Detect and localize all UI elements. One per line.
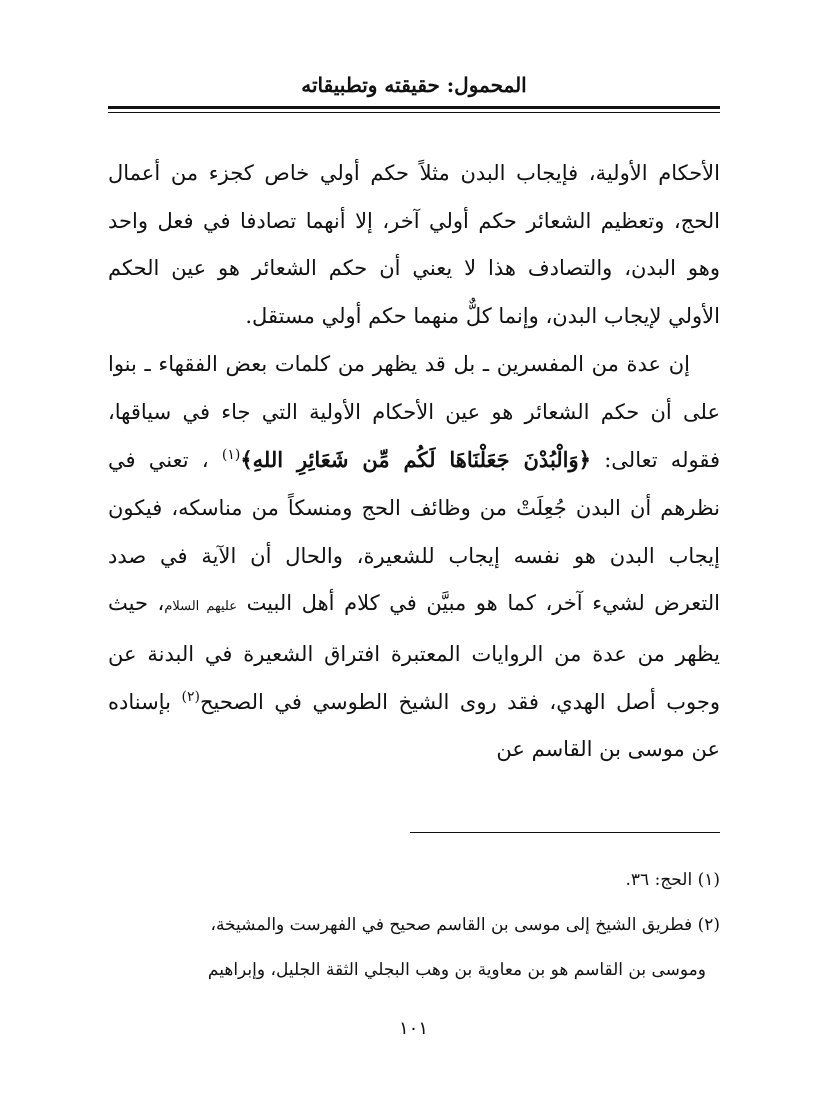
main-text	[108, 150, 720, 774]
header-rule-thin	[108, 112, 720, 113]
footnote-separator	[410, 832, 720, 833]
footnotes	[108, 858, 720, 993]
quran-verse: ﴿وَالْبُدْنَ جَعَلْنَاهَا لَكُم مِّن شَعَائِرِ اللهِ﴾	[240, 447, 591, 473]
honorific-glyph: عليهم السلام	[164, 599, 237, 615]
header-title: المحمول: حقيقته وتطبيقاته	[301, 73, 527, 97]
paragraph-1: الأحكام الأولية، فإيجاب البدن مثلاً حكم أولي خاص كجزء من أعمال الحج، وتعظيم الشعائر حكم أولي آخر، إلا أنهما تصادفا في فعل واحد وهو البدن، والتصادف هذا لا يعني أن حكم الشعائر هو عين الحكم الأولي لإيجاب البدن، وإنما كلٌّ منهما حكم أولي مستقل.	[108, 161, 720, 329]
page-number: ١٠١	[398, 1018, 428, 1039]
footnote-ref-2[interactable]: (٢)	[181, 688, 200, 705]
running-header	[108, 72, 720, 98]
paragraph-2	[108, 341, 720, 774]
paragraph-2-part-a: إن عدة من المفسرين ـ بل قد يظهر من كلمات بعض الفقهاء ـ بنوا على أن حكم الشعائر هو عين الأحكام الأولية التي جاء في سياقها، فقوله تعالى:	[108, 351, 720, 473]
paragraph-2-part-b: ، تعني في نظرهم أن البدن جُعِلَتْ من وظائف الحج ومنسكاً من مناسكه، فيكون إيجاب البدن هو نفسه إيجاب للشعيرة، والحال أن الآية في صدد التعرض لشيء آخر، كما هو مبيَّن في كلام أهل البيت	[108, 448, 720, 616]
paragraph-2-part-c: ، حيث يظهر من عدة من الروايات المعتبرة افتراق الشعيرة في البدنة عن وجوب أصل الهدي، فقد روى الشيخ الطوسي في الصحيح	[108, 591, 720, 714]
header-rule-thick	[108, 106, 720, 109]
footnote-2-line-2: وموسى بن القاسم هو بن معاوية بن وهب البجلي الثقة الجليل، وإبراهيم	[207, 960, 706, 980]
footnote-2-line-1: (٢) فطريق الشيخ إلى موسى بن القاسم صحيح في الفهرست والمشيخة،	[210, 915, 720, 935]
footnote-ref-1[interactable]: (١)	[221, 447, 241, 464]
paragraph-2-part-d: بإسناده عن موسى بن القاسم عن	[108, 689, 720, 762]
footnote-1: (١) الحج: ٣٦.	[625, 870, 720, 890]
